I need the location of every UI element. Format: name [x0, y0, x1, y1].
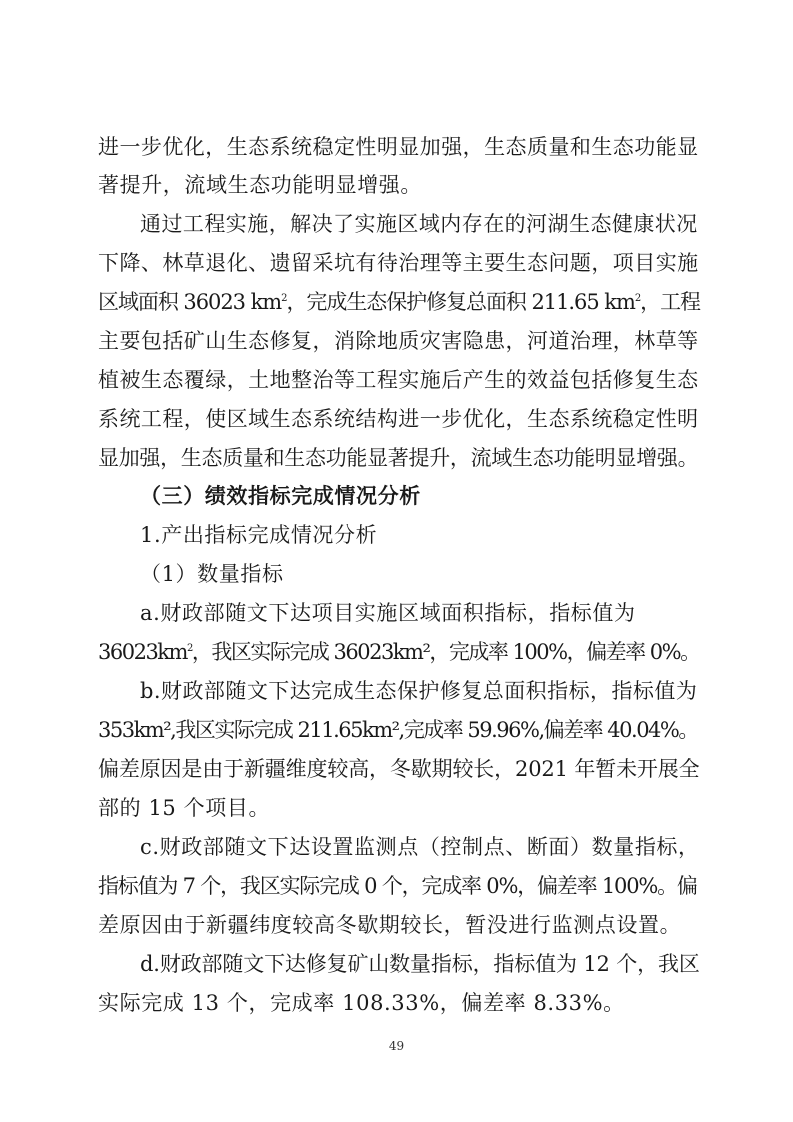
- item-c-line-3: 差原因由于新疆纬度较高冬歇期较长，暂没进行监测点设置。: [98, 913, 682, 937]
- superscript-2: 2: [634, 293, 641, 304]
- item-b-line-2: 353km²,我区实际完成 211.65km²,完成率 59.96%,偏差率 40.04%。: [98, 718, 698, 742]
- paragraph-2-line-1: 通过工程实施，解决了实施区域内存在的河湖生态健康状况: [140, 212, 698, 236]
- item-a-line-2: [98, 638, 700, 666]
- item-d-line-1: d.财政部随文下达修复矿山数量指标，指标值为 12 个，我区: [140, 952, 700, 976]
- subsection-heading: 1.产出指标完成情况分析: [140, 523, 378, 547]
- paragraph-2-line-3: [98, 288, 700, 316]
- paragraph-2-line-7: 显加强，生态质量和生态功能显著提升，流域生态功能明显增强。: [98, 446, 699, 470]
- superscript-2: 2: [186, 643, 192, 654]
- paragraph-1-line-1: 进一步优化，生态系统稳定性明显加强，生态质量和生态功能显: [98, 135, 699, 159]
- superscript-2: 2: [281, 293, 287, 304]
- paragraph-2-line-2: 下降、林草退化、遗留采坑有待治理等主要生态问题，项目实施: [98, 251, 699, 275]
- item-b-line-3: 偏差原因是由于新疆维度较高，冬歇期较长，2021 年暂未开展全: [98, 757, 700, 781]
- project-text: ，工程: [640, 290, 701, 314]
- page-number: 49: [388, 1039, 405, 1053]
- item-b-line-4: 部的 15 个项目。: [98, 796, 271, 820]
- item-b-line-1: b.财政部随文下达完成生态保护修复总面积指标，指标值为: [140, 679, 698, 703]
- paragraph-2-line-5: 植被生态覆绿，土地整治等工程实施后产生的效益包括修复生态: [98, 368, 699, 392]
- item-d-line-2: 实际完成 13 个，完成率 108.33%，偏差率 8.33%。: [98, 991, 625, 1015]
- item-a-line-1: a.财政部随文下达项目实施区域面积指标，指标值为: [140, 601, 636, 625]
- paragraph-2-line-4: 主要包括矿山生态修复，消除地质灾害隐患，河道治理，林草等: [98, 329, 699, 353]
- item-c-line-2: 指标值为 7 个，我区实际完成 0 个，完成率 0%，偏差率 100%。偏: [98, 874, 697, 898]
- paragraph-1-line-2: 著提升，流域生态功能明显增强。: [98, 173, 422, 197]
- area-text: 区域面积 36023 km: [98, 290, 282, 314]
- item-c-line-1: c.财政部随文下达设置监测点（控制点、断面）数量指标，: [140, 835, 700, 859]
- item-heading: （1）数量指标: [140, 562, 284, 586]
- indicator-value-text: 36023km: [98, 640, 187, 664]
- paragraph-2-line-6: 系统工程，使区域生态系统结构进一步优化，生态系统稳定性明: [98, 407, 699, 431]
- completion-text: ，我区实际完成 36023km²，完成率 100%，偏差率 0%。: [191, 640, 700, 664]
- section-heading: （三）绩效指标完成情况分析: [140, 484, 421, 508]
- total-area-text: ，完成生态保护修复总面积 211.65 km: [286, 290, 635, 314]
